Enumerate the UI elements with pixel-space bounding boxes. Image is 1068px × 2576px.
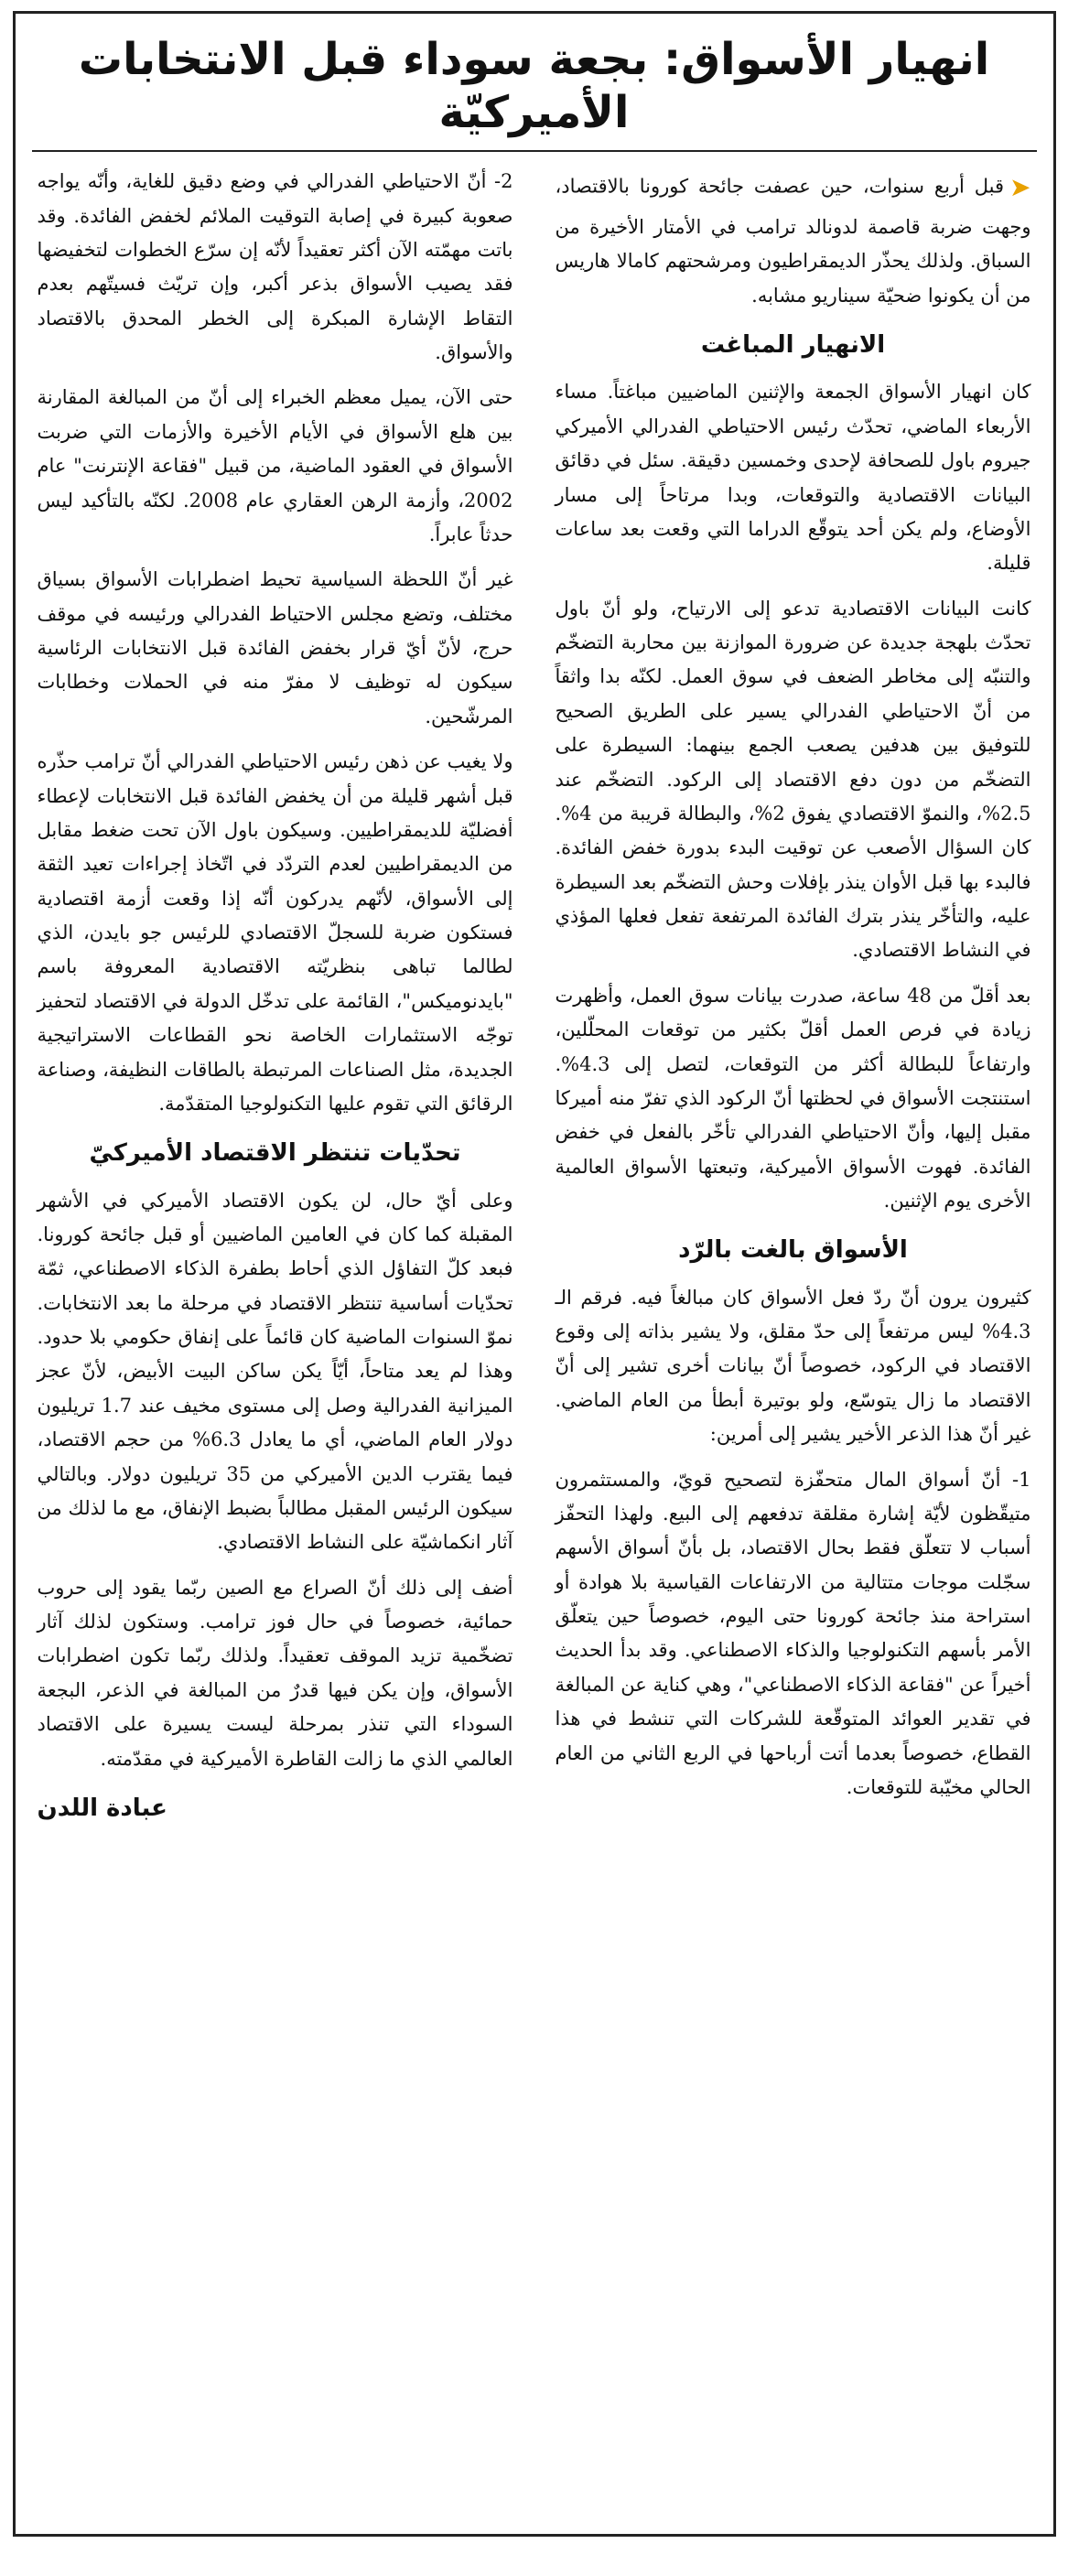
arrow-left-icon: ➤ (1009, 172, 1031, 203)
left-column (38, 165, 513, 1829)
paragraph: ولا يغيب عن ذهن رئيس الاحتياطي الفدرالي أنّ ترامب حذّره قبل أشهر قليلة من أن يخفض الفائدة قبل الانتخابات لإعطاء أفضليّة للديمقراطيين. وسيكون باول الآن تحت ضغط مقابل من الديمقراطيين لعدم التردّد في اتّخاذ إجراءات تعيد الثقة إلى الأسواق، لأنّهم يدركون أنّه إذا وقعت أزمة اقتصادية فستكون ضربة للسجلّ الاقتصادي للرئيس جو بايدن، الذي لطالما تباهى بنظريّته الاقتصادية المعروفة باسم "بايدنوميكس"، القائمة على تدخّل الدولة في الاقتصاد لتحفيز توجّه الاستثمارات الخاصة نحو القطاعات الاستراتيجية الجديدة، مثل الصناعات المرتبطة بالطاقات النظيفة، وصناعة الرقائق التي تقوم عليها التكنولوجيا المتقدّمة. (37, 750, 513, 1115)
paragraph: بعد أقلّ من 48 ساعة، صدرت بيانات سوق العمل، وأظهرت زيادة في فرص العمل أقلّ بكثير من توقعات المحلّلين، وارتفاعاً للبطالة أكثر من التوقعات، لتصل إلى 4.3%. استنتجت الأسواق في لحظتها أنّ الركود الذي تفرّ منه أميركا مقبل إليها، وأنّ الاحتياطي الفدرالي تأخّر بالفعل في خفض الفائدة. فهوت الأسواق الأميركية، وتبعتها الأسواق العالمية الأخرى يوم الإثنين. (555, 984, 1031, 1213)
article-columns (16, 152, 1053, 1829)
intro-paragraph (556, 165, 1031, 313)
subhead-sudden-collapse: الانهيار المباغت (700, 331, 886, 360)
paragraph: أضف إلى ذلك أنّ الصراع مع الصين ربّما يقود إلى حروب حمائية، خصوصاً في حال فوز ترامب. وستكون لذلك آثار تضخّمية تزيد الموقف تعقيداً. ولذلك ربّما تكون اضطرابات الأسواق، وإن يكن فيها قدرٌ من المبالغة في الذعر، البجعة السوداء التي تنذر بمرحلة ليست يسيرة على الاقتصاد العالمي الذي ما زالت القاطرة الأميركية في مقدّمته. (37, 1576, 513, 1770)
subhead-challenges: تحدّيات تنتظر الاقتصاد الأميركيّ (89, 1139, 461, 1168)
intro-text: قبل أربع سنوات، حين عصفت جائحة كورونا بالاقتصاد، وجهت ضربة قاصمة لدونالد ترامب في الأمتار الأخيرة من السباق. ولذلك يحذّر الديمقراطيون ومرشحتهم كامالا هاريس من أن يكونوا ضحيّة سيناريو مشابه. (555, 175, 1031, 307)
paragraph: كان انهيار الأسواق الجمعة والإثنين الماضيين مباغتاً. مساء الأربعاء الماضي، تحدّث رئيس الاحتياطي الفدرالي الأميركي جيروم باول للصحافة لإحدى وخمسين دقيقة. سئل في دقائق البيانات الاقتصادية والتوقعات، وبدا مرتاحاً إلى مسار الأوضاع، ولم يكن أحد يتوقّع الدراما التي وقعت بعد ساعات قليلة. (555, 381, 1031, 575)
paragraph: وعلى أيّ حال، لن يكون الاقتصاد الأميركي في الأشهر المقبلة كما كان في العامين الماضيين أو قبل جائحة كورونا. فبعد كلّ التفاؤل الذي أحاط بطفرة الذكاء الاصطناعي، ثمّة تحدّيات أساسية تنتظر الاقتصاد في مرحلة ما بعد الانتخابات. نموّ السنوات الماضية كان قائماً على إنفاق حكومي بلا حدود. وهذا لم يعد متاحاً، أيّاً يكن ساكن البيت الأبيض، لأنّ عجز الميزانية الفدرالية وصل إلى مستوى مخيف عند 1.7 تريليون دولار العام الماضي، أي ما يعادل 6.3% من حجم الاقتصاد، فيما يقترب الدين الأميركي من 35 تريليون دولار. وبالتالي سيكون الرئيس المقبل مطالباً بضبط الإنفاق، مع ما لذلك من آثار انكماشيّة على النشاط الاقتصادي. (37, 1189, 513, 1554)
article-page (13, 11, 1056, 2537)
article-headline: انهيار الأسواق: بجعة سوداء قبل الانتخابات الأميركيّة (32, 14, 1037, 152)
paragraph: 2- أنّ الاحتياطي الفدرالي في وضع دقيق للغاية، وأنّه يواجه صعوبة كبيرة في إصابة التوقيت الملائم لخفض الفائدة. وقد باتت مهمّته الآن أكثر تعقيداً لأنّه إن سرّع الخطوات لتخفيضها فقد يصيب الأسواق بذعر أكبر، وإن تريّث فسيتّهم بعدم التقاط الإشارة المبكرة إلى الخطر المحدق بالاقتصاد والأسواق. (37, 170, 513, 364)
subhead-markets-overreacted: الأسواق بالغت بالرّد (678, 1236, 908, 1265)
paragraph: غير أنّ اللحظة السياسية تحيط اضطرابات الأسواق بسياق مختلف، وتضع مجلس الاحتياط الفدرالي ورئيسه في موقف حرج، لأنّ أيّ قرار بخفض الفائدة قبل الانتخابات الرئاسية سيكون له توظيف لا مفرّ منه في الحملات وخطابات المرشّحين. (37, 568, 513, 728)
paragraph: كثيرون يرون أنّ ردّ فعل الأسواق كان مبالغاً فيه. فرقم الـ 4.3% ليس مرتفعاً إلى حدّ مقلق، ولا يشير بذاته إلى وقوع الاقتصاد في الركود، خصوصاً أنّ بيانات أخرى تشير إلى أنّ الاقتصاد ما زال يتوسّع، ولو بوتيرة أبطأ من العام الماضي. غير أنّ هذا الذعر الأخير يشير إلى أمرين: (555, 1286, 1031, 1446)
right-column (556, 165, 1031, 1829)
paragraph: حتى الآن، يميل معظم الخبراء إلى أنّ من المبالغة المقارنة بين هلع الأسواق في الأيام الأخيرة والأزمات التي ضربت الأسواق في العقود الماضية، من قبيل "فقاعة الإنترنت" عام 2002، وأزمة الرهن العقاري عام 2008. لكنّه بالتأكيد ليس حدثاً عابراً. (37, 386, 513, 545)
author-name: عبادة اللدن (37, 1794, 167, 1822)
paragraph: 1- أنّ أسواق المال متحفّزة لتصحيح قويّ، والمستثمرون متيقّظون لأيّة إشارة مقلقة تدفعهم إلى البيع. ولهذا التحفّز أسباب لا تتعلّق فقط بحال الاقتصاد، بل بأنّ أسواق الأسهم سجّلت موجات متتالية من الارتفاعات القياسية بلا هوادة أو استراحة منذ جائحة كورونا حتى اليوم، خصوصاً حين يتعلّق الأمر بأسهم التكنولوجيا والذكاء الاصطناعي. وقد بدأ الحديث أخيراً عن "فقاعة الذكاء الاصطناعي"، وهي كناية عن المبالغة في تقدير العوائد المتوقّعة للشركات التي تنشط في هذا القطاع، خصوصاً بعدما أتت أرباحها في الربع الثاني من العام الحالي مخيّبة للتوقعات. (555, 1468, 1031, 1798)
paragraph: كانت البيانات الاقتصادية تدعو إلى الارتياح، ولو أنّ باول تحدّث بلهجة جديدة عن ضرورة الموازنة بين محاربة التضخّم والتنبّه إلى مخاطر الضعف في سوق العمل. لكنّه بدا واثقاً من أنّ الاحتياطي الفدرالي يسير على الطريق الصحيح للتوفيق بين هدفين يصعب الجمع بينهما: السيطرة على التضخّم من دون دفع الاقتصاد إلى الركود. التضخّم عند 2.5%، والنموّ الاقتصادي يفوق 2%، والبطالة قريبة من 4%. كان السؤال الأصعب عن توقيت البدء بدورة خفض الفائدة. فالبدء بها قبل الأوان ينذر بإفلات وحش التضخّم بعد السيطرة عليه، والتأخّر ينذر بترك الفائدة المرتفعة تفعل فعلها المؤذي في النشاط الاقتصادي. (555, 597, 1031, 962)
